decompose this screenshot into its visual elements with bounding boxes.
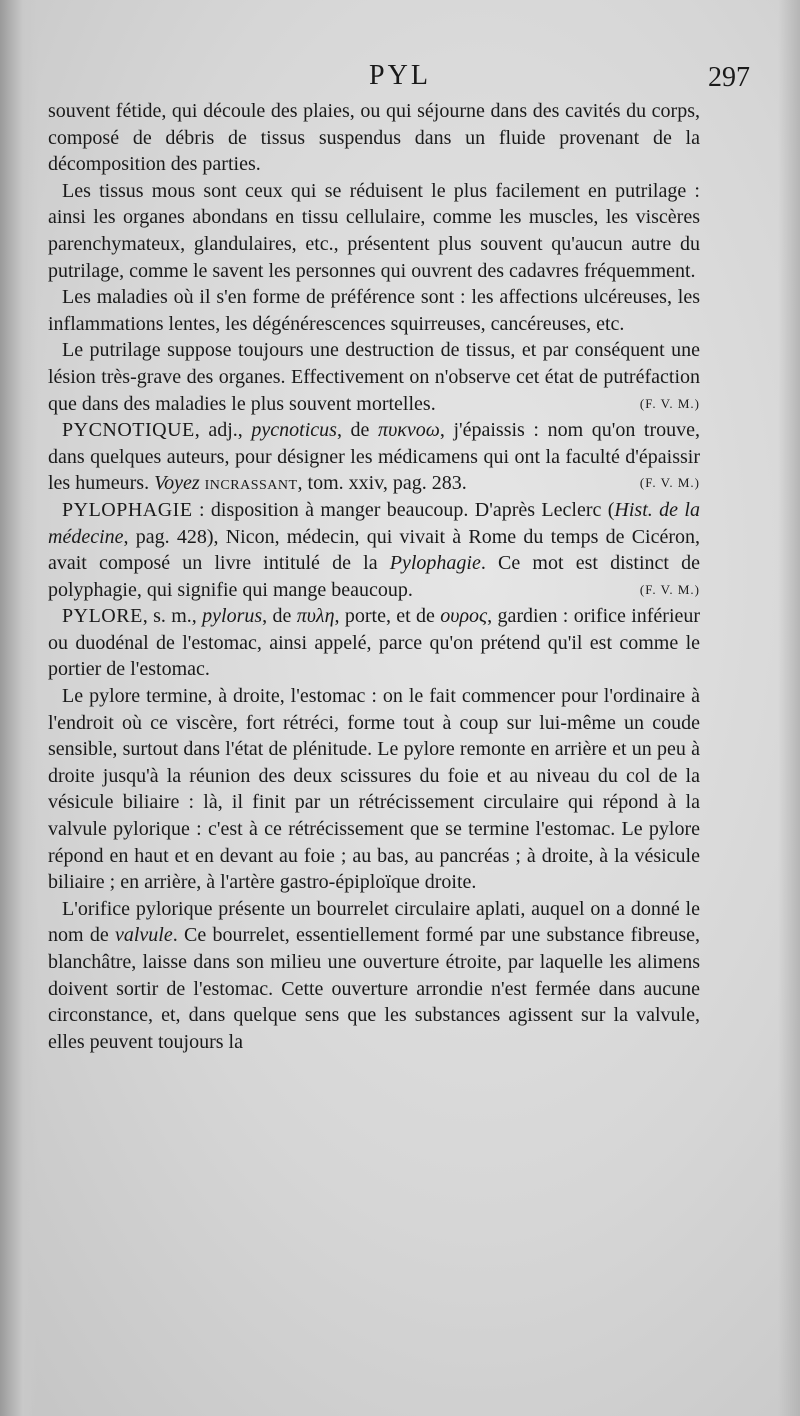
- greek-term: πυλη: [296, 605, 335, 628]
- paragraph-text: Le putrilage suppose toujours une destruction de tissus, et par conséquent une lésion très-grave des organes. Effectivement on n'observe cet état de putréfaction que dans des maladies le plus souvent mortelles.: [48, 339, 700, 415]
- author-signature: (F. V. M.): [639, 395, 700, 411]
- etymology-prefix: , de: [336, 419, 370, 442]
- author-signature: (F. V. M.): [639, 581, 700, 597]
- part-of-speech: , s. m.,: [142, 605, 197, 628]
- paragraph-destruction: [48, 337, 700, 417]
- paragraph-tissus-mous: Les tissus mous sont ceux qui se réduisent le plus facilement en putrilage : ainsi les organes abondans en tissu cellulaire, comme les muscles, les viscères parenchymateux, glandulaires, etc., présentent plus souvent qu'aucun autre du putrilage, comme le savent les personnes qui ouvrent des cadavres fréquemment.: [48, 179, 700, 282]
- etymology-gloss: , porte, et de: [334, 605, 435, 628]
- entry-definition: : disposition à manger beaucoup. D'après Leclerc (: [198, 498, 615, 521]
- author-signature: (F. V. M.): [639, 475, 700, 491]
- entry-headword: PYCNOTIQUE: [62, 419, 195, 442]
- entry-definition: , j'épaissis : nom qu'on trouve, dans quelques auteurs, pour désigner les médicamens qui ont la faculté d'épaissir les humeurs.: [48, 419, 701, 495]
- entry-headword: PYLORE: [62, 605, 143, 628]
- entry-headword: PYLOPHAGIE: [62, 498, 193, 521]
- cross-reference: incrassant: [204, 472, 298, 495]
- part-of-speech: , adj.,: [194, 419, 243, 442]
- page-number: 297: [708, 62, 750, 93]
- volume-reference: , tom. xxiv, pag. 283.: [297, 472, 467, 495]
- paragraph-putrilage-continued: souvent fétide, qui découle des plaies, ou qui séjourne dans des cavités du corps, composé de débris de tissus suspendus dans un fluide provenant de la décomposition des parties.: [48, 100, 700, 176]
- entry-pylophagie: [48, 497, 700, 603]
- entry-definition-end: . Ce mot est distinct de polyphagie, qui signifie qui mange beaucoup.: [48, 552, 701, 601]
- paragraph-text: L'orifice pylorique présente un bourrelet circulaire aplati, auquel on a donné le nom de: [48, 897, 700, 947]
- entry-definition-cont: , pag. 428), Nicon, médecin, qui vivait à Rome du temps de Cicéron, avait composé un livre intitulé de la: [48, 525, 700, 575]
- greek-term: πυκνοω: [378, 419, 440, 442]
- book-title: Pylophagie: [389, 552, 481, 575]
- entry-pylore: [48, 603, 700, 683]
- greek-term: ουρος: [440, 605, 488, 628]
- page-gutter-shadow: [0, 0, 38, 1416]
- entry-pycnotique: [48, 417, 700, 497]
- latin-term: pylorus: [202, 605, 263, 628]
- running-head: PYL: [369, 60, 431, 91]
- paragraph-text-cont: . Ce bourrelet, essentiellement formé par une substance fibreuse, blanchâtre, laisse dans son milieu une ouverture étroite, par laquelle les alimens doivent sortir de l'estomac. Cette ouverture arrondie n'est fermée dans aucune circonstance, et, dans quelque sens que les substances agissent sur la valvule, elles peuvent toujours la: [48, 924, 701, 1053]
- see-also-label: Voyez: [154, 472, 200, 495]
- page-edge-shadow: [778, 0, 800, 1416]
- etymology-prefix: , de: [262, 605, 292, 628]
- entry-definition: , gardien : orifice inférieur ou duodénal de l'estomac, ainsi appelé, parce qu'on prétend qu'il est comme le portier de l'estomac.: [48, 605, 701, 681]
- latin-term: pycnoticus: [251, 419, 337, 442]
- paragraph-orifice: [48, 896, 700, 1056]
- term-valvule: valvule: [115, 924, 173, 947]
- page-body: [48, 98, 700, 1055]
- paragraph-maladies: Les maladies où il s'en forme de préférence sont : les affections ulcéreuses, les inflammations lentes, les dégénérescences squirreuses, cancéreuses, etc.: [48, 286, 700, 335]
- book-reference: Hist. de la médecine: [48, 498, 700, 548]
- page-header: [40, 60, 760, 100]
- paragraph-pylore-position: Le pylore termine, à droite, l'estomac : on le fait commencer pour l'ordinaire à l'endroit où ce viscère, fort rétréci, forme tout à coup sur lui-même un coude sensible, surtout dans l'état de plénitude. Le pylore remonte en arrière et un peu à droite jusqu'à la réunion des deux scissures du foie et au niveau du col de la vésicule biliaire : là, il finit par un rétrécissement circulaire qui répond à la valvule pylorique : c'est à ce rétrécissement que se termine l'estomac. Le pylore répond en haut et en devant au foie ; au bas, au pancréas ; à droite, à la vésicule biliaire ; en arrière, à l'artère gastro-épiploïque droite.: [48, 685, 700, 894]
